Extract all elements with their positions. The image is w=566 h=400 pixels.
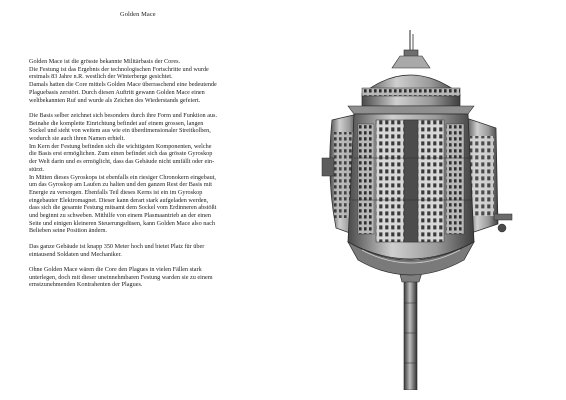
body-text	[29, 58, 283, 297]
text-line: dass sich die gesamte Festung mitsamt dem Sockel vom Erdinneren abstößt	[29, 204, 217, 212]
paragraph-intro	[29, 58, 283, 104]
fortress-illustration	[318, 28, 518, 390]
text-line: Golden Mace ist die grösste bekannte Militärbasis der Cores.	[29, 58, 181, 65]
text-line: unterlegen, doch mit dieser uneinnehmbaren Festung warden sie zu einem	[29, 273, 213, 281]
text-line: Damals hatten die Core mittels Golden Mace überraschend eine bedeutende	[29, 81, 217, 89]
text-line: Im Kern der Festung befinden sich die wichtigsten Komponenten, welche	[29, 142, 212, 150]
fortress-crown	[348, 75, 474, 114]
text-line: Plaguebasis zerstört. Durch diesen Auftritt gewann Golden Mace einen	[29, 88, 205, 96]
text-line: Die Basis selber zeichnet sich besonders durch ihre Form und Funktion aus.	[29, 111, 217, 119]
text-line: die Basis erst ermöglichen. Zum einen befindet sich das grösste Gyroskop	[29, 150, 213, 158]
text-line: Ohne Golden Mace wären die Core den Plagues in vielen Fällen stark	[29, 265, 202, 273]
text-line: Energie zu versorgen. Ebenfalls Teil dieses Kerns ist ein im Gyroskop	[29, 188, 203, 196]
top-antenna	[392, 30, 430, 68]
text-line: Beinahe die komplette Einrichtung befindet auf einem grossen, langen	[29, 119, 204, 127]
paragraph-size	[29, 243, 283, 258]
text-line: Seite und einigen kleineren Steuerungsdüsen, kann Golden Mace also nach	[29, 219, 215, 227]
text-line: weltbekannten Ruf und wurde als Zeichen des Wiederstands gefeiert.	[29, 96, 201, 104]
fortress-core	[348, 114, 474, 259]
text-line: Belieben seine Position ändern.	[29, 227, 108, 235]
paragraph-structure	[29, 112, 283, 235]
text-line: Das ganze Gebäude ist knapp 350 Meter hoch und bietet Platz für über	[29, 242, 205, 250]
page-title: Golden Mace	[120, 11, 156, 18]
text-line: und beginnt zu schweben. Mithilfe von einem Plasmaantrieb an der einen	[29, 212, 211, 220]
text-line: In Mitten dieses Gyroskops ist ebenfalls ein riesiger Chronokern eingebaut,	[29, 173, 216, 181]
text-line: erstmals 83 Jahre n.R. westlich der Winterberge gesichtet.	[29, 73, 173, 81]
text-line: um das Gyroskop am Laufen zu halten und den ganzen Rest der Basis mit	[29, 181, 213, 189]
text-line: stürzt.	[29, 165, 45, 173]
paragraph-conclusion	[29, 266, 283, 289]
fortress-pillar	[396, 260, 426, 390]
text-line: Die Festung ist das Ergebnis der technologischen Fortschritte und wurde	[29, 65, 209, 73]
text-line: der Welt darin und es ermöglicht, dass das Gebäude nicht umfällt oder ein-	[29, 158, 215, 166]
text-line: eingebauter Elektromagnet. Dieser kann derart stark aufgeladen werden,	[29, 196, 209, 204]
text-line: wodurch sie auch ihren Namen erhielt.	[29, 135, 125, 143]
text-line: eintausend Soldaten und Mechaniker.	[29, 250, 122, 258]
text-line: ernstzunehmenden Kontrahenten der Plagues.	[29, 281, 143, 289]
text-line: Sockel und sieht von weitem aus wie ein überdimensionaler Streitkolben,	[29, 127, 211, 135]
